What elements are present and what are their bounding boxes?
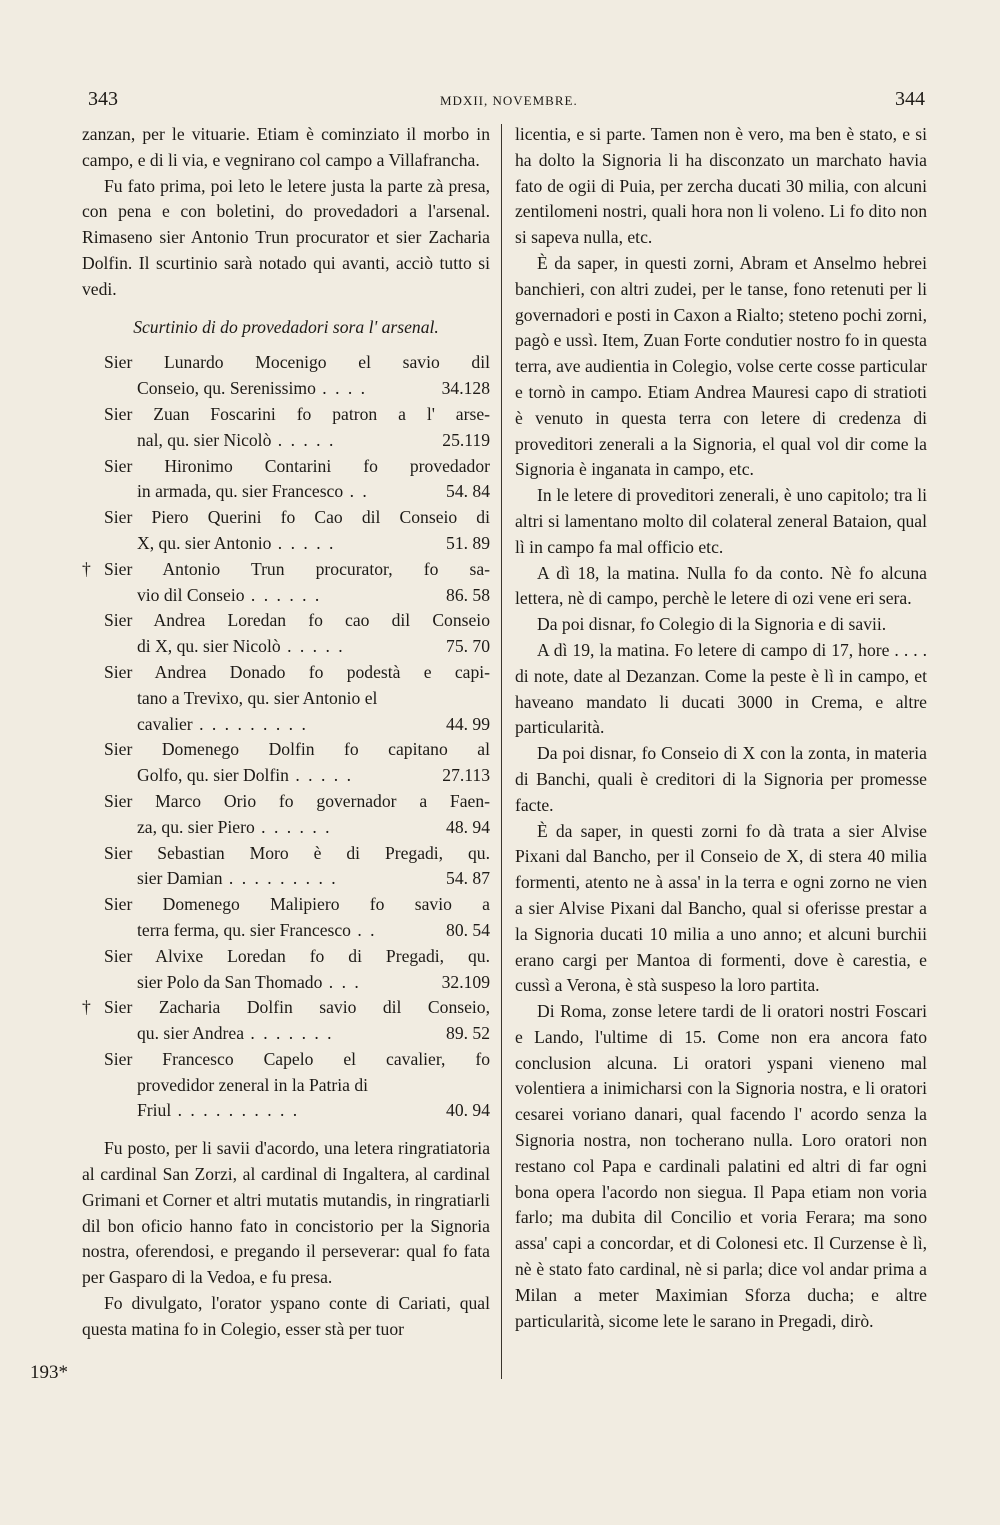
leader-dots: . . . (322, 971, 361, 992)
scrutiny-entry (82, 350, 490, 402)
scrutiny-entry (82, 995, 490, 1047)
candidate-detail-line (104, 634, 490, 660)
scrutiny-entry (82, 660, 490, 737)
paragraph: A dì 19, la matina. Fo letere di campo di 17, hore . . . . di note, date al Dezanzan. Come la peste è lì in campo, et haveano mandato li ducati 3000 in Crema, e altre particularità. (515, 639, 927, 738)
candidate-name: Sier Hironimo Contarini fo provedador (104, 455, 490, 476)
paragraph: Da poi disnar, fo Conseio di X con la zonta, in materia di Banchi, quali è creditori di la Signoria per promesse facte. (515, 743, 927, 815)
left-column (82, 122, 490, 1343)
vote-count: 40. 94 (446, 1100, 490, 1121)
candidate-detail: tano a Trevixo, qu. sier Antonio el (137, 687, 378, 708)
candidate-detail: qu. sier Andrea (137, 1023, 244, 1044)
paragraph: Da poi disnar, fo Colegio di la Signoria e di savii. (537, 614, 887, 635)
candidate-detail-line (104, 1098, 490, 1124)
elected-cross-mark: † (82, 997, 91, 1018)
candidate-name: Sier Andrea Donado fo podestà e capi- (104, 661, 490, 682)
candidate-detail-line (104, 428, 490, 454)
paragraph: A dì 18, la matina. Nulla fo da conto. Nè fo alcuna lettera, nè di campo, perchè le letere di ozi vene eri sera. (515, 562, 927, 609)
vote-count: 44. 99 (446, 713, 490, 734)
vote-count: 32.109 (441, 971, 490, 992)
running-title: MDXII, NOVEMBRE. (440, 93, 578, 108)
candidate-detail-line (104, 712, 490, 738)
candidate-detail: Friul (137, 1100, 172, 1121)
candidate-name: Sier Domenego Malipiero fo savio a (104, 894, 490, 915)
right-page-number: 344 (895, 88, 925, 110)
vote-count: 75. 70 (446, 636, 490, 657)
scrutiny-entry (82, 608, 490, 660)
paragraph: zanzan, per le vituarie. Etiam è cominziato il morbo in campo, e di li via, e vegnirano col campo a Villafrancha. (82, 124, 490, 170)
leader-dots: . . . . . . (254, 816, 332, 837)
candidate-detail: vio dil Conseio (137, 584, 245, 605)
paragraph: Di Roma, zonse letere tardi de li oratori nostri Foscari e Lando, l'ultime di 15. Come non era ancora fato conclusion alcuna. Li oratori yspani vieneno mal volentiera a inimicharsi con la Signoria nostra, e li oratori cesarei voriano danari, qual facendo l' acordo senza la Signoria nostra, non tocherano nulla. Loro oratori non restano col Papa e cardinali palatini ed altri di far ogni bona opera l'acordo non siegua. Il Papa etiam non voria farlo; ma dubita dil Concilio et voria Ferara; ma sono assa' capi a concordar, et di Colonesi etc. Il Curzense è lì, nè è stato fato cardinal, nè si parla; dice vol andar prima a Milan a meter Maximian Sforza ducha; e altre particularità, sicome lete le sarano in Pregadi, dirò. (515, 1001, 927, 1331)
scrutiny-entry (82, 841, 490, 893)
paragraph: È da saper, in questi zorni, Abram et Anselmo hebrei banchieri, con altri zudei, per le tanse, fono retenuti per li governadori e posti in Caxon a Rialto; steteno pochi zorni, pagò e ussì. Item, Zuan Forte condutier nostro fo in questa terra, ave audientia in Colegio, volse certe cosse particular e tornò in campo. Etiam Andrea Mauresi capo di stratioti è venuto in questa terra con letere di credenza di proveditori zenerali a la Signoria, el qual vol dir come la Signoria è inganata in campo, etc. (515, 252, 927, 480)
candidate-detail-line (104, 583, 490, 609)
candidate-detail-line (104, 531, 490, 557)
vote-count: 54. 84 (446, 481, 490, 502)
vote-count: 48. 94 (446, 816, 490, 837)
candidate-detail-line (104, 1021, 490, 1047)
candidate-detail: cavalier (137, 713, 193, 734)
scrutiny-entry (82, 892, 490, 944)
candidate-name: Sier Piero Querini fo Cao dil Conseio di (104, 507, 490, 528)
candidate-name: Sier Lunardo Mocenigo el savio dil (104, 352, 490, 373)
scrutiny-entry (82, 1047, 490, 1124)
leader-dots: . . . . . (271, 429, 336, 450)
vote-count: 80. 54 (446, 919, 490, 940)
paragraph: Fu posto, per li savii d'acordo, una letera ringratiatoria al cardinal San Zorzi, al cardinal di Ingaltera, al cardinal Grimani et Corner et altri mutatis mutandis, in ringratiarli dil bon oficio hanno fato in concistorio per la Signoria nostra, oferendosi, e pregando il perseverar: qual fo fata per Gasparo di la Vedoa, e fu presa. (82, 1138, 490, 1288)
candidate-name: Sier Zacharia Dolfin savio dil Conseio, (104, 997, 490, 1018)
right-column (515, 122, 927, 1334)
candidate-name: Sier Antonio Trun procurator, fo sa- (104, 558, 490, 579)
candidate-detail: Golfo, qu. sier Dolfin (137, 765, 289, 786)
candidate-detail: terra ferma, qu. sier Francesco (137, 919, 351, 940)
leader-dots: . . . . . . . (244, 1023, 334, 1044)
leader-dots: . . . . . (288, 765, 353, 786)
candidate-name: Sier Andrea Loredan fo cao dil Conseio (104, 610, 490, 631)
candidate-name: Sier Francesco Capelo el cavalier, fo (104, 1048, 490, 1069)
leader-dots: . . . . . . . . . (222, 868, 338, 889)
candidate-detail: sier Polo da San Thomado (137, 971, 323, 992)
vote-count: 89. 52 (446, 1023, 490, 1044)
scrutiny-entry (82, 402, 490, 454)
scrutiny-list (82, 350, 490, 1124)
leader-dots: . . . . . . . . . . (171, 1100, 300, 1121)
leader-dots: . . . . (315, 378, 368, 399)
leader-dots: . . . . . . (244, 584, 322, 605)
left-page-number: 343 (88, 88, 118, 110)
candidate-detail: za, qu. sier Piero (137, 816, 255, 837)
vote-count: 86. 58 (446, 584, 490, 605)
margin-note: 193* (30, 1362, 68, 1383)
leader-dots: . . (350, 919, 377, 940)
paragraph: Fu fato prima, poi leto le letere justa la parte zà presa, con pena e con boletini, do provedadori a l'arsenal. Rimaseno sier Antonio Trun procurator et sier Zacharia Dolfin. Il scurtinio sarà notado qui avanti, acciò tutto si vedi. (82, 175, 490, 299)
vote-count: 34.128 (441, 378, 490, 399)
leader-dots: . . . . . (280, 636, 345, 657)
paragraph: È da saper, in questi zorni fo dà trata a sier Alvise Pixani dal Bancho, per il Conseio de X, di stera 40 milia formenti, atento ne à assa' in la terra e ogni zorno ne vien a sier Alvise Pixani dal Bancho, qual si oferisse prestar a la Signoria ducati 10 milia a uno anno; et alcuni burchii erano cargi per Mantoa di formenti, dove è carestia, e cussì a Verona, è stà suspeso la loro partita. (515, 820, 927, 996)
candidate-detail: sier Damian (137, 868, 223, 889)
candidate-detail: Conseio, qu. Serenissimo (137, 378, 316, 399)
column-divider (501, 124, 502, 1379)
scrutiny-entry (82, 944, 490, 996)
candidate-detail: provedidor zeneral in la Patria di (137, 1074, 369, 1095)
section-title: Scurtinio di do provedadori sora l' arsenal. (133, 316, 439, 337)
candidate-detail: di X, qu. sier Nicolò (137, 636, 281, 657)
candidate-detail-line (104, 866, 490, 892)
candidate-detail-line (104, 479, 490, 505)
vote-count: 54. 87 (446, 868, 490, 889)
paragraph: In le letere di proveditori zenerali, è uno capitolo; tra li altri si lamentano molto dil colateral zeneral Bataion, qual lì in campo fa mal officio etc. (515, 485, 927, 557)
paragraph: licentia, e si parte. Tamen non è vero, ma ben è stato, e si ha dolto la Signoria li ha disconzato un marchato havia fato de ogii di Puia, per zercha ducati 30 milia, con alcuni zentilomeni nostri, quali hora non li voleno. Li fo dito non si sapeva nulla, etc. (515, 124, 927, 248)
page-header (0, 88, 1000, 118)
candidate-detail-line (104, 763, 490, 789)
scrutiny-entry (82, 789, 490, 841)
vote-count: 25.119 (442, 429, 490, 450)
candidate-detail-line (104, 918, 490, 944)
elected-cross-mark: † (82, 558, 91, 579)
paragraph: Fo divulgato, l'orator yspano conte di Cariati, qual questa matina fo in Colegio, esser stà per tuor (82, 1293, 490, 1339)
candidate-name: Sier Alvixe Loredan fo di Pregadi, qu. (104, 945, 490, 966)
candidate-detail: in armada, qu. sier Francesco (137, 481, 344, 502)
candidate-name: Sier Marco Orio fo governador a Faen- (104, 790, 490, 811)
candidate-detail-line (104, 815, 490, 841)
leader-dots: . . (343, 481, 369, 502)
candidate-name: Sier Zuan Foscarini fo patron a l' arse- (104, 403, 490, 424)
vote-count: 27.113 (442, 765, 490, 786)
candidate-detail: nal, qu. sier Nicolò (137, 429, 272, 450)
scrutiny-entry (82, 454, 490, 506)
scrutiny-entry (82, 505, 490, 557)
vote-count: 51. 89 (446, 532, 490, 553)
scrutiny-entry (82, 737, 490, 789)
candidate-name: Sier Domenego Dolfin fo capitano al (104, 739, 490, 760)
candidate-detail: X, qu. sier Antonio (137, 532, 272, 553)
candidate-detail-line (104, 376, 490, 402)
scrutiny-entry (82, 557, 490, 609)
candidate-detail-line (104, 970, 490, 996)
leader-dots: . . . . . (271, 532, 336, 553)
leader-dots: . . . . . . . . . (192, 713, 308, 734)
candidate-name: Sier Sebastian Moro è di Pregadi, qu. (104, 842, 490, 863)
